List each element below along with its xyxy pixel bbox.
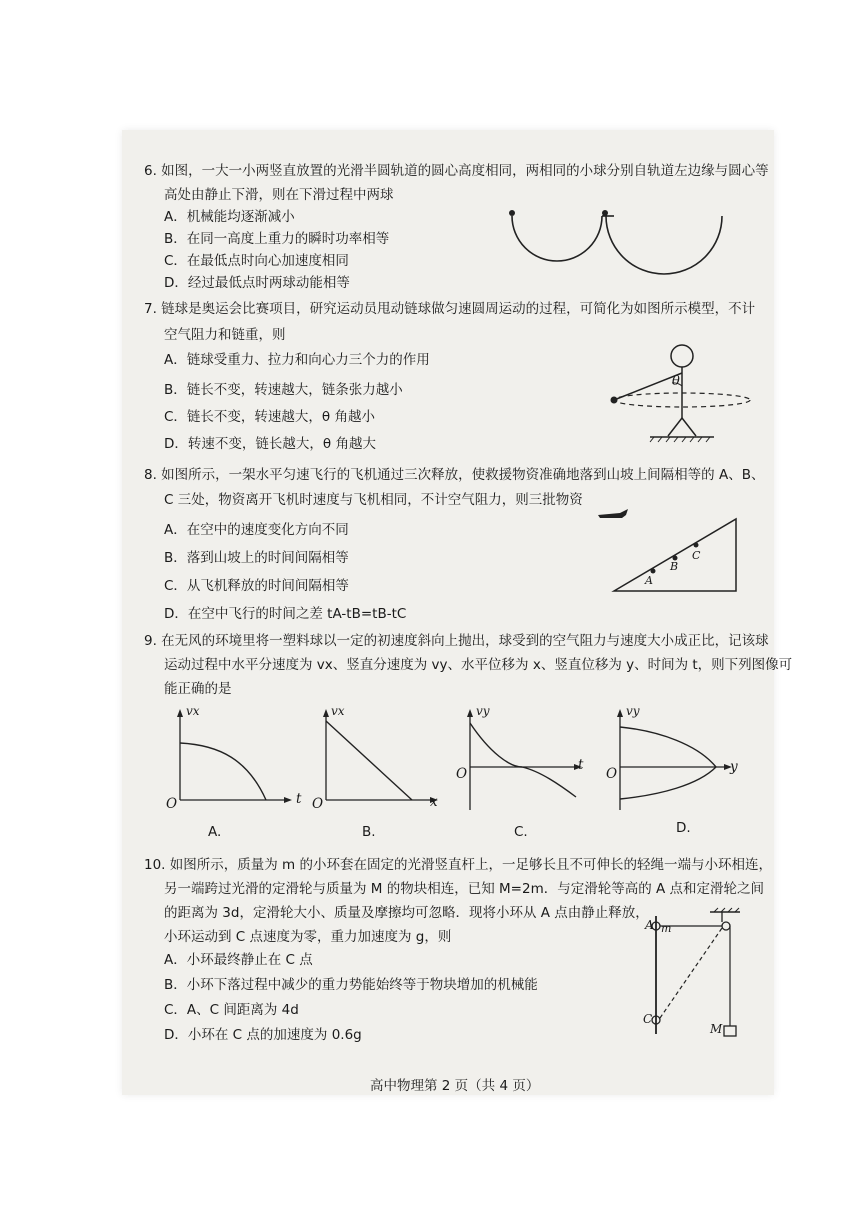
q8-point-c-label: C bbox=[692, 549, 701, 562]
q9-graph-b-origin-label: O bbox=[312, 796, 324, 812]
q9-graph-d bbox=[610, 705, 750, 815]
q6-option-a: A．机械能均逐渐减小 bbox=[164, 209, 295, 225]
page-footer: 高中物理第 2 页（共 4 页） bbox=[370, 1078, 540, 1094]
q9-graph-d-origin-label: O bbox=[606, 766, 618, 782]
q7-option-b: B．链长不变，转速越大，链条张力越小 bbox=[164, 382, 403, 398]
q9-graph-a bbox=[170, 705, 310, 815]
q6-option-b: B．在同一高度上重力的瞬时功率相等 bbox=[164, 231, 390, 247]
q9-graph-c-option-label: C. bbox=[514, 824, 528, 840]
q9-graph-a-option-label: A. bbox=[208, 824, 222, 840]
q6-stem-line-1: 6. 如图，一大一小两竖直放置的光滑半圆轨道的圆心高度相同，两相同的小球分别自轨道左边缘与圆心等 bbox=[144, 163, 769, 179]
q7-option-a: A．链球受重力、拉力和向心力三个力的作用 bbox=[164, 352, 430, 368]
q9-graph-a-y-axis-label: vx bbox=[186, 704, 200, 718]
q9-graph-a-origin-label: O bbox=[166, 796, 178, 812]
q9-graph-a-x-axis-label: t bbox=[296, 791, 302, 807]
q9-graph-b-x-axis-label: x bbox=[430, 794, 438, 810]
q9-stem-line-1: 9. 在无风的环境里将一塑料球以一定的初速度斜向上抛出，球受到的空气阻力与速度大小成正比，记该球 bbox=[144, 633, 769, 649]
q8-option-a: A．在空中的速度变化方向不同 bbox=[164, 522, 349, 538]
q10-stem-line-2: 另一端跨过光滑的定滑轮与质量为 M 的物块相连，已知 M=2m．与定滑轮等高的 A 点和定滑轮之间 bbox=[164, 881, 765, 897]
q10-option-a: A．小环最终静止在 C 点 bbox=[164, 952, 313, 968]
q8-option-c: C．从飞机释放的时间间隔相等 bbox=[164, 578, 349, 594]
q9-graph-b-y-axis-label: vx bbox=[331, 704, 345, 718]
q9-graph-c-x-axis-label: t bbox=[578, 757, 584, 773]
q10-stem-line-3: 的距离为 3d，定滑轮大小、质量及摩擦均可忽略．现将小环从 A 点由静止释放， bbox=[164, 905, 649, 921]
q6-option-c: C．在最低点时向心加速度相同 bbox=[164, 253, 349, 269]
q10-option-c: C．A、C 间距离为 4d bbox=[164, 1002, 299, 1018]
q10-stem-line-4: 小环运动到 C 点速度为零，重力加速度为 g，则 bbox=[164, 929, 452, 945]
q9-graph-c-origin-label: O bbox=[456, 766, 468, 782]
q9-graph-d-x-axis-label: y bbox=[730, 759, 738, 775]
q7-stem-line-1: 7. 链球是奥运会比赛项目，研究运动员甩动链球做匀速圆周运动的过程，可简化为如图所示模型，不计 bbox=[144, 301, 756, 317]
q9-graph-c-y-axis-label: vy bbox=[476, 704, 490, 718]
q10-point-c-label: C bbox=[643, 1012, 653, 1026]
q10-point-a-label: A bbox=[645, 918, 654, 932]
q7-option-d: D．转速不变，链长越大，θ 角越大 bbox=[164, 436, 376, 452]
q9-graph-d-y-axis-label: vy bbox=[626, 704, 640, 718]
q10-ring-pulley-figure bbox=[640, 908, 750, 1044]
q7-theta-label: θ bbox=[672, 374, 680, 389]
q10-option-b: B．小环下落过程中减少的重力势能始终等于物块增加的机械能 bbox=[164, 977, 538, 993]
q10-stem-line-1: 10. 如图所示，质量为 m 的小环套在固定的光滑竖直杆上，一足够长且不可伸长的轻绳一端与小环相连， bbox=[144, 857, 772, 873]
q7-stem-line-2: 空气阻力和链重，则 bbox=[164, 327, 286, 343]
q8-point-b-label: B bbox=[670, 560, 679, 573]
q6-semicircle-tracks-figure bbox=[500, 200, 730, 280]
q8-stem-line-1: 8. 如图所示，一架水平匀速飞行的飞机通过三次释放，使救援物资准确地落到山坡上间隔相等的 A、B、 bbox=[144, 467, 765, 483]
q8-point-a-label: A bbox=[645, 574, 653, 587]
q6-stem-line-2: 高处由静止下滑，则在下滑过程中两球 bbox=[164, 187, 394, 203]
q7-option-c: C．链长不变，转速越大，θ 角越小 bbox=[164, 409, 375, 425]
q7-hammer-throw-figure bbox=[600, 338, 740, 448]
q8-airplane-slope-figure bbox=[590, 505, 750, 595]
q8-stem-line-2: C 三处，物资离开飞机时速度与飞机相同，不计空气阻力，则三批物资 bbox=[164, 492, 583, 508]
q6-option-d: D．经过最低点时两球动能相等 bbox=[164, 275, 350, 291]
q9-graph-d-option-label: D. bbox=[676, 820, 691, 836]
q10-block-mass-label: M bbox=[710, 1022, 723, 1036]
q8-option-b: B．落到山坡上的时间间隔相等 bbox=[164, 550, 349, 566]
q9-stem-line-3: 能正确的是 bbox=[164, 681, 232, 697]
q10-ring-mass-label: m bbox=[661, 922, 672, 935]
q9-stem-line-2: 运动过程中水平分速度为 vx、竖直分速度为 vy、水平位移为 x、竖直位移为 y、时间为 t，则下列图像可 bbox=[164, 657, 793, 673]
q9-graph-b-option-label: B. bbox=[362, 824, 376, 840]
q10-option-d: D．小环在 C 点的加速度为 0.6g bbox=[164, 1027, 362, 1043]
q8-option-d: D．在空中飞行的时间之差 tA-tB=tB-tC bbox=[164, 606, 407, 622]
